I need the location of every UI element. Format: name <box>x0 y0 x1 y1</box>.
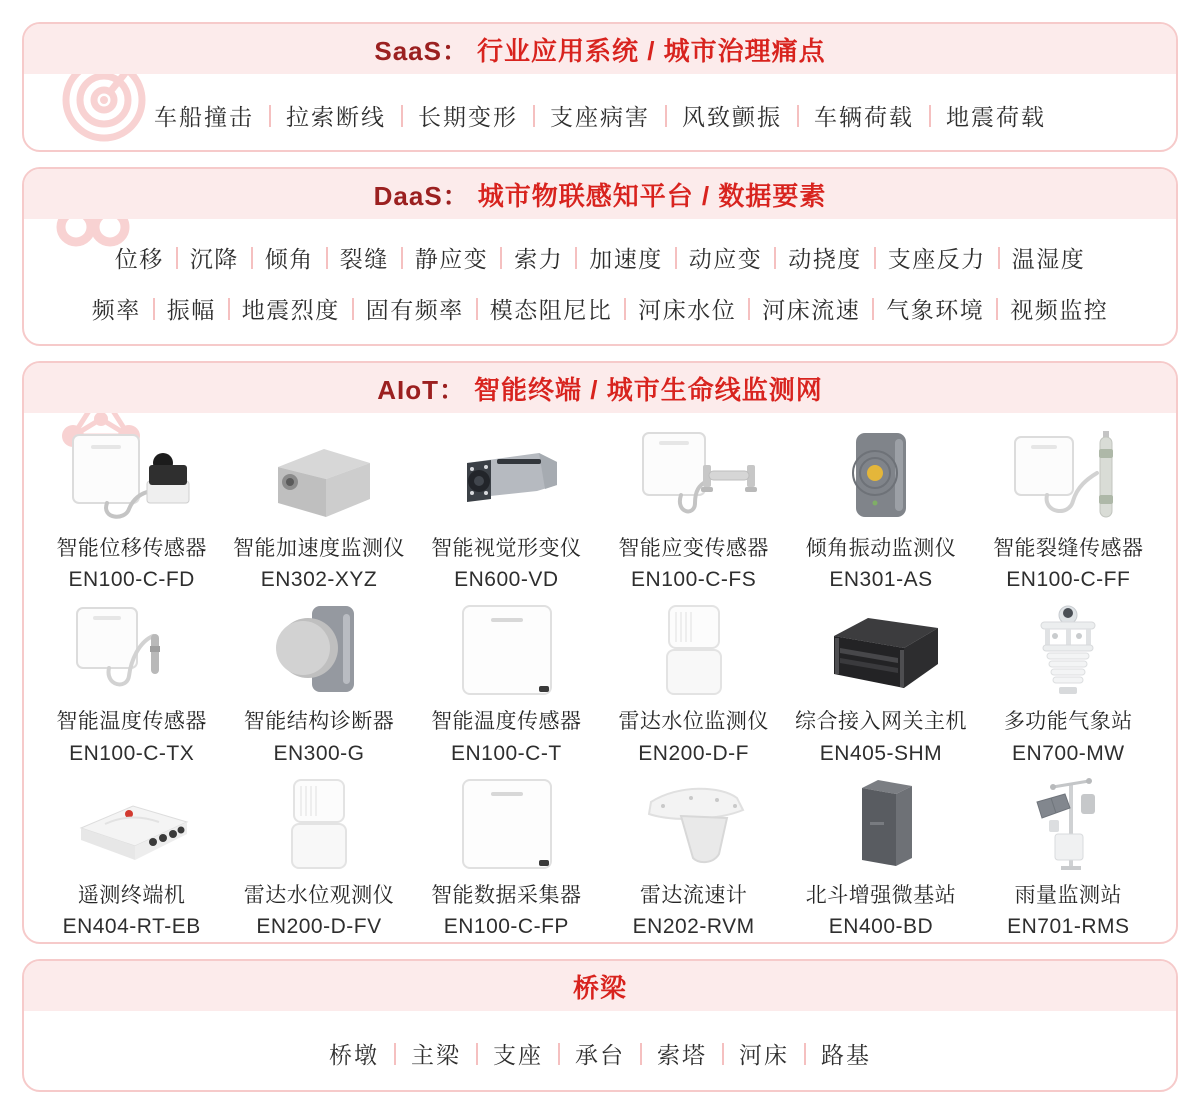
product-model: EN701-RMS <box>1007 914 1130 938</box>
product-card <box>413 776 600 939</box>
product-model: EN301-AS <box>829 568 933 592</box>
product-model: EN100-C-T <box>450 741 562 765</box>
tag: 索力 <box>514 246 564 272</box>
product-card <box>787 429 974 592</box>
product-card <box>413 429 600 592</box>
product-name: 智能温度传感器 <box>56 710 207 734</box>
product-name: 雨量监测站 <box>1014 883 1123 907</box>
section-saas <box>22 22 1178 152</box>
product-card <box>787 602 974 765</box>
product-model: EN300-G <box>273 741 365 765</box>
product-name: 遥测终端机 <box>77 883 186 907</box>
product-card <box>38 602 225 765</box>
tag: 视频监控 <box>1010 297 1109 323</box>
tag-row <box>139 99 1061 132</box>
tag: 动挠度 <box>788 246 862 272</box>
product-model: EN100-C-FF <box>1006 568 1131 592</box>
product-name: 雷达水位监测仪 <box>618 710 769 734</box>
title-main: 行业应用系统 / 城市治理痛点 <box>476 35 826 66</box>
product-card <box>225 602 412 765</box>
product-model: EN700-MW <box>1012 741 1125 765</box>
title-main: 桥梁 <box>572 972 627 1003</box>
product-card <box>975 429 1162 592</box>
section-daas <box>22 167 1178 346</box>
tag: 支座 <box>493 1042 543 1068</box>
tag-row <box>80 292 1121 325</box>
product-card <box>787 776 974 939</box>
product-card <box>975 602 1162 765</box>
section-aiot <box>22 361 1178 944</box>
accelerometer-box-image <box>225 429 412 525</box>
crack-sensor-image <box>975 429 1162 525</box>
section-daas-header <box>24 169 1176 219</box>
product-model: EN100-C-FD <box>68 568 195 592</box>
product-model: EN200-D-FV <box>256 914 382 938</box>
product-grid <box>24 413 1176 944</box>
product-card <box>975 776 1162 939</box>
bridge-tag-rows <box>24 1011 1176 1070</box>
dark-tower-image <box>787 776 974 872</box>
product-name: 雷达水位观测仪 <box>243 883 395 907</box>
saas-tag-rows <box>24 74 1176 132</box>
daas-tag-rows <box>24 219 1176 325</box>
tag: 支座病害 <box>550 104 650 130</box>
tag: 长期变形 <box>418 104 518 130</box>
tag: 动应变 <box>688 246 763 272</box>
section-saas-title <box>374 31 825 68</box>
product-card <box>38 776 225 939</box>
tag: 固有频率 <box>365 297 464 323</box>
tag: 风致颤振 <box>682 104 782 130</box>
tag-row <box>314 1037 886 1070</box>
tag: 模态阻尼比 <box>489 297 613 323</box>
section-saas-body <box>24 74 1176 132</box>
product-card <box>600 429 787 592</box>
vision-camera-image <box>413 429 600 525</box>
product-model: EN400-BD <box>828 914 934 938</box>
tag: 河床流速 <box>762 297 861 323</box>
section-bridge-body <box>24 1011 1176 1070</box>
temp-probe-image <box>38 602 225 698</box>
tag: 裂缝 <box>339 246 389 272</box>
strain-sensor-image <box>600 429 787 525</box>
product-model: EN100-C-TX <box>69 741 195 765</box>
product-name: 综合接入网关主机 <box>794 710 967 734</box>
tag: 静应变 <box>414 246 489 272</box>
tag: 气象环境 <box>886 297 985 323</box>
tag: 加速度 <box>589 246 663 272</box>
product-model: EN405-SHM <box>819 741 943 765</box>
title-prefix: DaaS： <box>373 180 470 211</box>
product-name: 多功能气象站 <box>1003 710 1133 734</box>
tilt-monitor-image <box>787 429 974 525</box>
product-name: 智能位移传感器 <box>56 537 207 560</box>
product-name: 智能数据采集器 <box>431 883 582 907</box>
section-aiot-header <box>24 363 1176 413</box>
product-name: 智能视觉形变仪 <box>431 537 582 560</box>
product-model: EN302-XYZ <box>260 568 378 592</box>
weather-sensor-image <box>975 602 1162 698</box>
product-name: 北斗增强微基站 <box>805 883 957 907</box>
white-panel-image <box>413 776 600 872</box>
tag: 位移 <box>114 246 164 272</box>
section-aiot-title <box>377 370 822 407</box>
tag: 河床水位 <box>638 297 737 323</box>
product-name: 智能应变传感器 <box>618 537 769 560</box>
product-name: 智能结构诊断器 <box>243 710 395 734</box>
product-model: EN600-VD <box>454 568 559 592</box>
structure-diagnoser-image <box>225 602 412 698</box>
tag: 桥墩 <box>329 1042 379 1068</box>
telemetry-terminal-image <box>38 776 225 872</box>
section-bridge-title <box>573 968 627 1005</box>
product-name: 智能加速度监测仪 <box>232 537 405 560</box>
product-card <box>600 776 787 939</box>
tag: 沉降 <box>189 246 239 272</box>
tag: 地震荷载 <box>946 104 1046 130</box>
tag: 倾角 <box>264 246 314 272</box>
section-daas-title <box>374 176 827 213</box>
tag: 路基 <box>821 1042 871 1068</box>
section-bridge <box>22 959 1178 1092</box>
flow-meter-image <box>600 776 787 872</box>
product-name: 智能温度传感器 <box>431 710 582 734</box>
tag: 车船撞击 <box>154 104 254 130</box>
section-saas-header <box>24 24 1176 74</box>
section-aiot-body <box>24 413 1176 944</box>
radar-level-image <box>225 776 412 872</box>
product-model: EN404-RT-EB <box>62 914 201 938</box>
rain-station-image <box>975 776 1162 872</box>
product-card <box>38 429 225 592</box>
product-name: 智能裂缝传感器 <box>993 537 1144 560</box>
title-main: 城市物联感知平台 / 数据要素 <box>477 180 827 211</box>
tag: 振幅 <box>166 297 216 323</box>
product-card <box>225 776 412 939</box>
product-model: EN202-RVM <box>632 914 755 938</box>
white-panel-image <box>413 602 600 698</box>
product-name: 雷达流速计 <box>639 883 748 907</box>
title-main: 智能终端 / 城市生命线监测网 <box>474 374 823 405</box>
product-card <box>225 429 412 592</box>
product-model: EN100-C-FS <box>631 568 757 592</box>
tag: 承台 <box>575 1042 625 1068</box>
tag: 频率 <box>91 297 141 323</box>
tag: 车辆荷载 <box>814 104 914 130</box>
tag: 索塔 <box>657 1042 707 1068</box>
section-bridge-header <box>24 961 1176 1011</box>
tag: 温湿度 <box>1011 246 1086 272</box>
product-card <box>413 602 600 765</box>
product-model: EN100-C-FP <box>443 914 569 938</box>
displacement-sensor-image <box>38 429 225 525</box>
radar-level-image <box>600 602 787 698</box>
section-daas-body <box>24 219 1176 325</box>
tag: 拉索断线 <box>286 104 386 130</box>
rack-server-image <box>787 602 974 698</box>
tag: 地震烈度 <box>241 297 340 323</box>
tag-row <box>103 241 1098 274</box>
title-prefix: SaaS： <box>374 35 469 66</box>
product-model: EN200-D-F <box>638 741 749 765</box>
tag: 主梁 <box>411 1042 461 1068</box>
tag: 河床 <box>739 1042 789 1068</box>
title-prefix: AIoT： <box>377 374 467 405</box>
tag: 支座反力 <box>887 246 986 272</box>
product-name: 倾角振动监测仪 <box>805 537 957 560</box>
product-card <box>600 602 787 765</box>
